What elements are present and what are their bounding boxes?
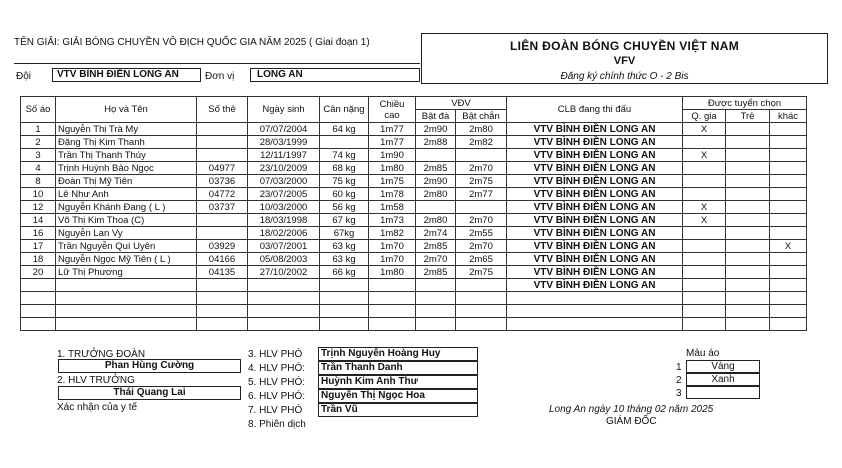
cell-clb [507, 318, 683, 331]
cell-tre [726, 201, 770, 214]
cell-tre [726, 162, 770, 175]
cell-so-the: 04977 [197, 162, 248, 175]
cell-tre [726, 318, 770, 331]
cell-ngay-sinh [248, 318, 320, 331]
cell-bat-da: 2m85 [416, 162, 456, 175]
cell-bat-chan [456, 305, 507, 318]
cell-so-ao: 1 [21, 123, 56, 136]
cell-clb: VTV BÌNH ĐIỀN LONG AN [507, 214, 683, 227]
cell-khac [770, 305, 807, 318]
cell-so-ao: 10 [21, 188, 56, 201]
cell-can-nang: 66 kg [320, 266, 369, 279]
cell-chieu-cao: 1m70 [369, 253, 416, 266]
cell-can-nang [320, 305, 369, 318]
cell-q-gia [683, 188, 726, 201]
cell-so-ao: 14 [21, 214, 56, 227]
cell-chieu-cao [369, 292, 416, 305]
cell-clb: VTV BÌNH ĐIỀN LONG AN [507, 279, 683, 292]
cell-so-the [197, 136, 248, 149]
cell-clb: VTV BÌNH ĐIỀN LONG AN [507, 240, 683, 253]
cell-chieu-cao: 1m73 [369, 214, 416, 227]
table-row [21, 318, 807, 331]
col-header-khac: khác [770, 110, 807, 123]
cell-bat-da: 2m85 [416, 240, 456, 253]
table-row [21, 240, 807, 253]
cell-bat-da: 2m88 [416, 136, 456, 149]
cell-q-gia: X [683, 214, 726, 227]
cell-ho-ten: Trần Thị Thanh Thúy [56, 149, 197, 162]
cell-ho-ten: Nguyễn Ngọc Mỹ Tiên ( L ) [56, 253, 197, 266]
hlv-pho-5-label: 5. HLV PHÓ: [248, 377, 306, 388]
cell-q-gia [683, 318, 726, 331]
cell-so-ao: 8 [21, 175, 56, 188]
cell-chieu-cao [369, 279, 416, 292]
cell-so-ao [21, 292, 56, 305]
cell-so-the [197, 292, 248, 305]
cell-so-ao: 20 [21, 266, 56, 279]
cell-khac [770, 123, 807, 136]
col-header-chieu-cao: Chiều cao [369, 97, 416, 123]
jersey-num-2: 2 [676, 375, 682, 386]
cell-ho-ten: Nguyễn Lan Vy [56, 227, 197, 240]
cell-ho-ten [56, 279, 197, 292]
cell-tre [726, 188, 770, 201]
jersey-num-3: 3 [676, 388, 682, 399]
cell-can-nang: 67 kg [320, 214, 369, 227]
col-header-bat-da: Bật đà [416, 110, 456, 123]
cell-khac [770, 201, 807, 214]
cell-q-gia [683, 279, 726, 292]
hlv-pho-3-label: 3. HLV PHÓ [248, 349, 303, 360]
cell-chieu-cao: 1m77 [369, 123, 416, 136]
cell-so-ao: 4 [21, 162, 56, 175]
cell-ngay-sinh: 12/11/1997 [248, 149, 320, 162]
table-row [21, 266, 807, 279]
cell-ngay-sinh: 07/03/2000 [248, 175, 320, 188]
cell-q-gia [683, 292, 726, 305]
cell-can-nang: 60 kg [320, 188, 369, 201]
registration-note: Đăng ký chính thức O - 2 Bis [560, 71, 689, 82]
cell-clb [507, 292, 683, 305]
cell-chieu-cao: 1m80 [369, 266, 416, 279]
cell-clb: VTV BÌNH ĐIỀN LONG AN [507, 162, 683, 175]
hlv-truong-label: 2. HLV TRƯỞNG [57, 375, 135, 386]
hlv-pho-4-name: Trần Thanh Danh [318, 361, 478, 375]
cell-khac [770, 188, 807, 201]
cell-can-nang: 74 kg [320, 149, 369, 162]
col-header-so-ao: Số áo [21, 97, 56, 123]
cell-can-nang: 56 kg [320, 201, 369, 214]
cell-ho-ten: Nguyễn Khánh Đang ( L ) [56, 201, 197, 214]
cell-ngay-sinh: 10/03/2000 [248, 201, 320, 214]
cell-bat-da: 2m80 [416, 214, 456, 227]
cell-bat-da: 2m90 [416, 175, 456, 188]
cell-so-the [197, 227, 248, 240]
cell-bat-da: 2m90 [416, 123, 456, 136]
cell-tre [726, 266, 770, 279]
table-row [21, 305, 807, 318]
cell-bat-da [416, 279, 456, 292]
cell-ngay-sinh: 23/10/2009 [248, 162, 320, 175]
cell-ho-ten: Đặng Thị Kim Thanh [56, 136, 197, 149]
table-row [21, 227, 807, 240]
hlv-pho-7-name: Trần Vũ [318, 403, 478, 417]
cell-so-the: 03737 [197, 201, 248, 214]
cell-clb: VTV BÌNH ĐIỀN LONG AN [507, 188, 683, 201]
cell-tre [726, 305, 770, 318]
cell-q-gia: X [683, 201, 726, 214]
truong-doan-label: 1. TRƯỞNG ĐOÀN [57, 349, 146, 360]
cell-khac [770, 162, 807, 175]
cell-bat-chan: 2m70 [456, 214, 507, 227]
cell-bat-da: 2m74 [416, 227, 456, 240]
cell-bat-da: 2m85 [416, 266, 456, 279]
cell-tre [726, 175, 770, 188]
table-header-row [21, 97, 807, 110]
cell-can-nang: 64 kg [320, 123, 369, 136]
date-line: Long An ngày 10 tháng 02 năm 2025 [549, 404, 714, 415]
col-header-vdv: VĐV [416, 97, 507, 110]
cell-chieu-cao: 1m80 [369, 162, 416, 175]
col-header-clb: CLB đang thi đấu [507, 97, 683, 123]
table-row [21, 292, 807, 305]
cell-ngay-sinh: 28/03/1999 [248, 136, 320, 149]
hlv-pho-6-label: 6. HLV PHÓ: [248, 391, 306, 402]
cell-can-nang [320, 136, 369, 149]
cell-bat-da [416, 305, 456, 318]
cell-khac: X [770, 240, 807, 253]
table-row [21, 188, 807, 201]
cell-so-ao: 12 [21, 201, 56, 214]
cell-tre [726, 292, 770, 305]
cell-bat-chan [456, 279, 507, 292]
cell-clb: VTV BÌNH ĐIỀN LONG AN [507, 175, 683, 188]
hlv-pho-5-name: Huỳnh Kim Anh Thư [318, 375, 478, 389]
cell-ho-ten: Trịnh Huỳnh Bảo Ngọc [56, 162, 197, 175]
cell-so-ao: 2 [21, 136, 56, 149]
cell-khac [770, 253, 807, 266]
cell-ho-ten: Lữ Thị Phương [56, 266, 197, 279]
tournament-title: TÊN GIẢI: GIẢI BÓNG CHUYỀN VÔ ĐỊCH QUỐC GIA NĂM 2025 ( Giai đoạn 1) [14, 37, 370, 48]
cell-bat-chan: 2m80 [456, 123, 507, 136]
col-header-bat-chan: Bật chắn [456, 110, 507, 123]
cell-clb: VTV BÌNH ĐIỀN LONG AN [507, 123, 683, 136]
phien-dich-label: 8. Phiên dịch [248, 419, 306, 430]
cell-so-ao [21, 305, 56, 318]
cell-khac [770, 279, 807, 292]
unit-name-field: LONG AN [250, 68, 420, 82]
cell-bat-da [416, 149, 456, 162]
col-header-tuyen-chon: Được tuyển chọn [683, 97, 807, 110]
cell-so-ao: 18 [21, 253, 56, 266]
col-header-ngay-sinh: Ngày sinh [248, 97, 320, 123]
cell-q-gia [683, 266, 726, 279]
cell-chieu-cao: 1m77 [369, 136, 416, 149]
cell-bat-chan: 2m82 [456, 136, 507, 149]
cell-so-ao: 17 [21, 240, 56, 253]
cell-so-ao [21, 318, 56, 331]
cell-khac [770, 214, 807, 227]
cell-so-the [197, 318, 248, 331]
cell-so-the [197, 214, 248, 227]
table-row [21, 149, 807, 162]
cell-ngay-sinh [248, 305, 320, 318]
cell-tre [726, 253, 770, 266]
cell-chieu-cao: 1m90 [369, 149, 416, 162]
hlv-pho-6-name: Nguyễn Thị Ngọc Hoa [318, 389, 478, 403]
team-label: Đội [16, 71, 32, 82]
cell-chieu-cao: 1m75 [369, 175, 416, 188]
cell-bat-chan [456, 201, 507, 214]
cell-bat-chan: 2m55 [456, 227, 507, 240]
jersey-color-2: Xanh [686, 373, 760, 386]
cell-clb: VTV BÌNH ĐIỀN LONG AN [507, 136, 683, 149]
cell-khac [770, 175, 807, 188]
cell-ho-ten: Võ Thị Kim Thoa (C) [56, 214, 197, 227]
jersey-title: Màu áo [686, 348, 720, 359]
cell-q-gia [683, 253, 726, 266]
table-row [21, 279, 807, 292]
unit-label: Đơn vị [205, 71, 235, 82]
table-row [21, 214, 807, 227]
cell-clb: VTV BÌNH ĐIỀN LONG AN [507, 149, 683, 162]
cell-chieu-cao: 1m78 [369, 188, 416, 201]
cell-bat-chan: 2m70 [456, 240, 507, 253]
cell-ngay-sinh: 27/10/2002 [248, 266, 320, 279]
cell-so-the: 03929 [197, 240, 248, 253]
hlv-pho-3-name: Trịnh Nguyễn Hoàng Huy [318, 347, 478, 361]
cell-ngay-sinh [248, 279, 320, 292]
cell-clb [507, 305, 683, 318]
cell-bat-chan: 2m70 [456, 162, 507, 175]
cell-chieu-cao: 1m70 [369, 240, 416, 253]
cell-clb: VTV BÌNH ĐIỀN LONG AN [507, 253, 683, 266]
table-row [21, 201, 807, 214]
cell-so-the: 04772 [197, 188, 248, 201]
hlv-truong-name: Thái Quang Lai [58, 386, 241, 400]
jersey-color-3 [686, 386, 760, 399]
cell-can-nang: 67kg [320, 227, 369, 240]
cell-can-nang [320, 318, 369, 331]
cell-can-nang: 68 kg [320, 162, 369, 175]
cell-can-nang: 63 kg [320, 253, 369, 266]
cell-khac [770, 266, 807, 279]
cell-so-the [197, 149, 248, 162]
cell-can-nang: 63 kg [320, 240, 369, 253]
roster-table [20, 96, 807, 331]
jersey-color-1: Vàng [686, 360, 760, 373]
cell-so-the [197, 305, 248, 318]
cell-ho-ten [56, 292, 197, 305]
cell-bat-chan [456, 318, 507, 331]
cell-ho-ten: Đoàn Thị Mỹ Tiên [56, 175, 197, 188]
cell-tre [726, 123, 770, 136]
cell-ho-ten: Nguyễn Thị Trà My [56, 123, 197, 136]
cell-so-ao: 16 [21, 227, 56, 240]
cell-q-gia: X [683, 149, 726, 162]
cell-khac [770, 227, 807, 240]
cell-chieu-cao: 1m82 [369, 227, 416, 240]
cell-bat-chan: 2m75 [456, 266, 507, 279]
header-divider [14, 63, 420, 64]
cell-bat-da: 2m70 [416, 253, 456, 266]
cell-so-ao [21, 279, 56, 292]
cell-tre [726, 279, 770, 292]
cell-ngay-sinh: 07/07/2004 [248, 123, 320, 136]
cell-bat-da [416, 318, 456, 331]
cell-ho-ten: Trần Nguyễn Quí Uyên [56, 240, 197, 253]
cell-so-the: 04135 [197, 266, 248, 279]
cell-so-the [197, 123, 248, 136]
cell-bat-chan: 2m77 [456, 188, 507, 201]
hlv-pho-7-label: 7. HLV PHÓ [248, 405, 303, 416]
cell-so-the [197, 279, 248, 292]
cell-bat-chan [456, 149, 507, 162]
cell-q-gia [683, 162, 726, 175]
cell-ho-ten: Lê Như Anh [56, 188, 197, 201]
cell-chieu-cao [369, 305, 416, 318]
y-te-label: Xác nhận của y tế [57, 402, 138, 413]
cell-tre [726, 214, 770, 227]
col-header-tre: Trẻ [726, 110, 770, 123]
table-row [21, 123, 807, 136]
cell-bat-chan: 2m75 [456, 175, 507, 188]
cell-tre [726, 149, 770, 162]
director-title: GIÁM ĐỐC [606, 416, 657, 427]
cell-tre [726, 136, 770, 149]
cell-clb: VTV BÌNH ĐIỀN LONG AN [507, 201, 683, 214]
col-header-so-the: Số thẻ [197, 97, 248, 123]
cell-tre [726, 227, 770, 240]
cell-bat-chan: 2m65 [456, 253, 507, 266]
cell-ngay-sinh: 23/07/2005 [248, 188, 320, 201]
table-row [21, 136, 807, 149]
cell-so-ao: 3 [21, 149, 56, 162]
cell-q-gia [683, 305, 726, 318]
cell-q-gia [683, 136, 726, 149]
cell-chieu-cao: 1m58 [369, 201, 416, 214]
cell-ngay-sinh [248, 292, 320, 305]
cell-bat-chan [456, 292, 507, 305]
cell-can-nang [320, 292, 369, 305]
cell-khac [770, 149, 807, 162]
col-header-can-nang: Cân nặng [320, 97, 369, 123]
cell-q-gia [683, 227, 726, 240]
cell-bat-da: 2m80 [416, 188, 456, 201]
cell-can-nang: 75 kg [320, 175, 369, 188]
cell-q-gia [683, 240, 726, 253]
truong-doan-name: Phan Hùng Cường [58, 359, 241, 373]
cell-can-nang [320, 279, 369, 292]
table-row [21, 175, 807, 188]
cell-ngay-sinh: 18/03/1998 [248, 214, 320, 227]
table-row [21, 162, 807, 175]
cell-so-the: 04166 [197, 253, 248, 266]
federation-abbr: VFV [613, 55, 636, 67]
table-row [21, 253, 807, 266]
cell-khac [770, 318, 807, 331]
hlv-pho-4-label: 4. HLV PHÓ: [248, 363, 306, 374]
jersey-num-1: 1 [676, 362, 682, 373]
cell-so-the: 03736 [197, 175, 248, 188]
col-header-ho-ten: Họ và Tên [56, 97, 197, 123]
cell-clb: VTV BÌNH ĐIỀN LONG AN [507, 266, 683, 279]
team-name-field: VTV BÌNH ĐIỀN LONG AN [52, 68, 201, 82]
cell-ho-ten [56, 305, 197, 318]
cell-bat-da [416, 201, 456, 214]
cell-tre [726, 240, 770, 253]
cell-ho-ten [56, 318, 197, 331]
cell-q-gia: X [683, 123, 726, 136]
cell-chieu-cao [369, 318, 416, 331]
cell-ngay-sinh: 18/02/2006 [248, 227, 320, 240]
cell-khac [770, 136, 807, 149]
cell-ngay-sinh: 05/08/2003 [248, 253, 320, 266]
cell-q-gia [683, 175, 726, 188]
col-header-q-gia: Q. gia [683, 110, 726, 123]
cell-khac [770, 292, 807, 305]
cell-ngay-sinh: 03/07/2001 [248, 240, 320, 253]
cell-bat-da [416, 292, 456, 305]
federation-name: LIÊN ĐOÀN BÓNG CHUYỀN VIỆT NAM [509, 39, 739, 53]
cell-clb: VTV BÌNH ĐIỀN LONG AN [507, 227, 683, 240]
